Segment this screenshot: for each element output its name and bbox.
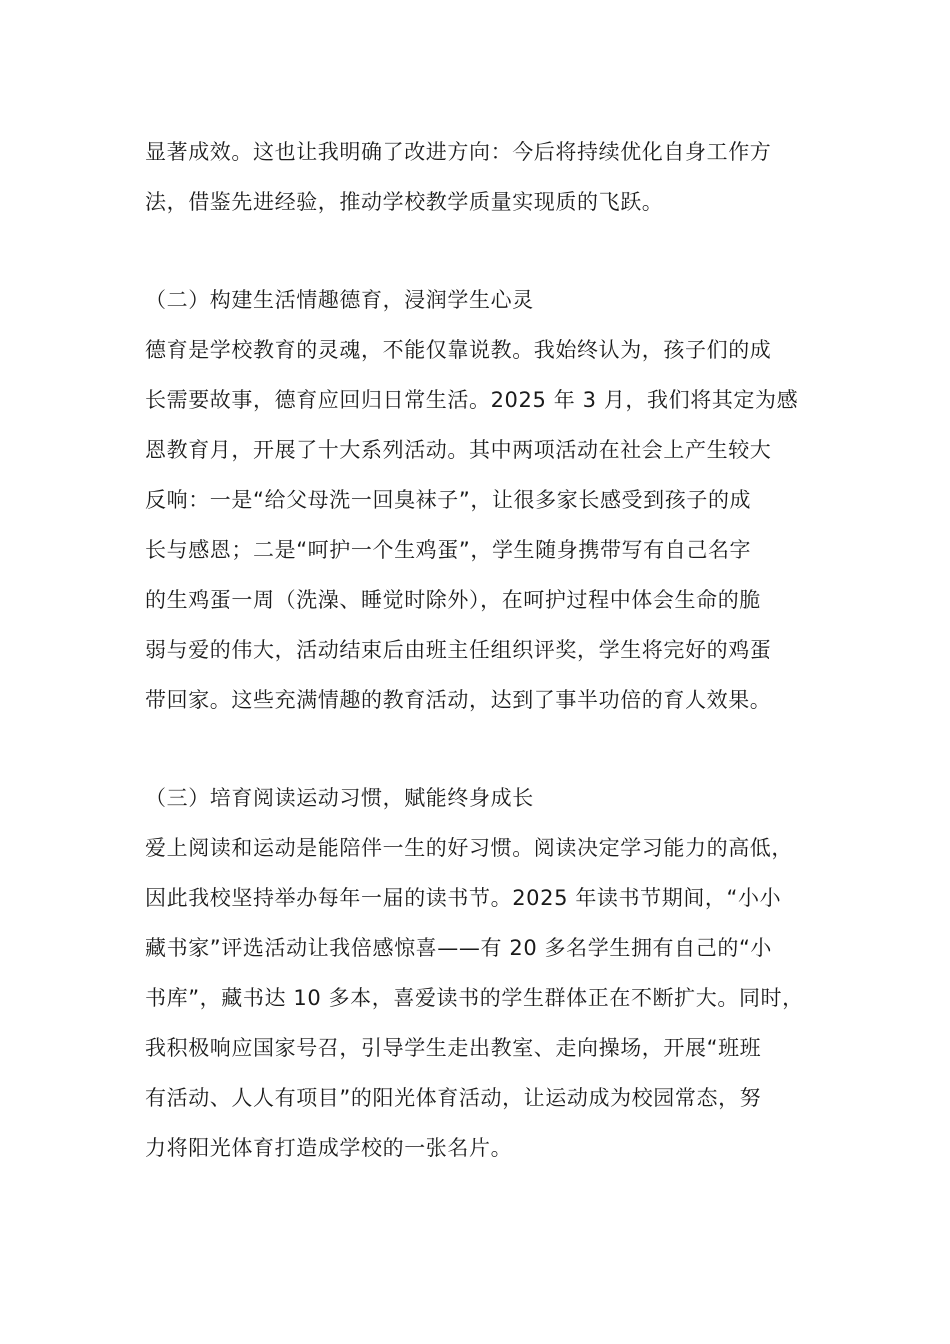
paragraph-line: 德育是学校教育的灵魂，不能仅靠说教。我始终认为，孩子们的成 xyxy=(145,338,772,362)
paragraph-line: 恩教育月，开展了十大系列活动。其中两项活动在社会上产生较大 xyxy=(145,438,772,462)
paragraph-line: 长需要故事，德育应回归日常生活。2025 年 3 月，我们将其定为感 xyxy=(145,388,799,412)
paragraph-line: 弱与爱的伟大，活动结束后由班主任组织评奖，学生将完好的鸡蛋 xyxy=(145,638,772,662)
paragraph-line: 力将阳光体育打造成学校的一张名片。 xyxy=(145,1136,513,1160)
section-heading-2: （二）构建生活情趣德育，浸润学生心灵 xyxy=(145,288,534,312)
paragraph-line: 长与感恩；二是“呵护一个生鸡蛋”，学生随身携带写有自己名字 xyxy=(145,538,752,562)
section-heading-3: （三）培育阅读运动习惯，赋能终身成长 xyxy=(145,786,534,810)
paragraph-line: 因此我校坚持举办每年一届的读书节。2025 年读书节期间，“小小 xyxy=(145,886,782,910)
paragraph-line: 带回家。这些充满情趣的教育活动，达到了事半功倍的育人效果。 xyxy=(145,688,772,712)
paragraph-line: 反响：一是“给父母洗一回臭袜子”，让很多家长感受到孩子的成 xyxy=(145,488,752,512)
paragraph-line: 的生鸡蛋一周（洗澡、睡觉时除外），在呵护过程中体会生命的脆 xyxy=(145,588,761,612)
paragraph-line: 书库”，藏书达 10 多本，喜爱读书的学生群体正在不断扩大。同时， xyxy=(145,986,804,1010)
paragraph-line: 爱上阅读和运动是能陪伴一生的好习惯。阅读决定学习能力的高低， xyxy=(145,836,793,860)
paragraph-line: 藏书家”评选活动让我倍感惊喜——有 20 多名学生拥有自己的“小 xyxy=(145,936,773,960)
paragraph-line: 显著成效。这也让我明确了改进方向：今后将持续优化自身工作方 xyxy=(145,140,772,164)
paragraph-line: 法，借鉴先进经验，推动学校教学质量实现质的飞跃。 xyxy=(145,190,664,214)
paragraph-line: 有活动、人人有项目”的阳光体育活动，让运动成为校园常态，努 xyxy=(145,1086,762,1110)
paragraph-line: 我积极响应国家号召，引导学生走出教室、走向操场，开展“班班 xyxy=(145,1036,762,1060)
